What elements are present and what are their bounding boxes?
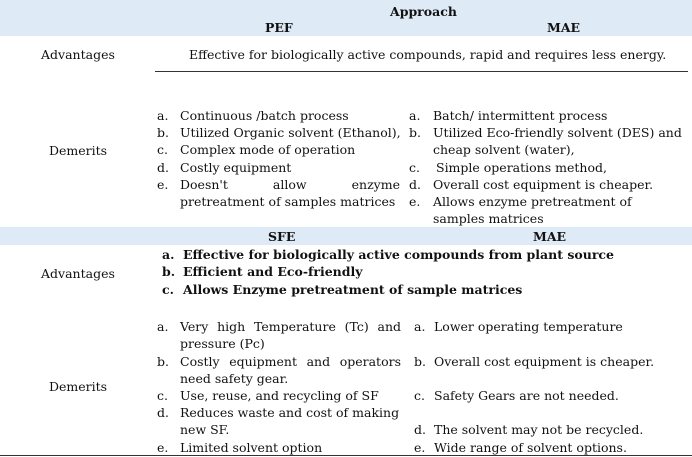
sfe-heading: SFE <box>268 229 296 244</box>
advantages-label-1: Advantages <box>41 47 115 62</box>
pef-heading: PEF <box>265 20 293 35</box>
bottom-rule <box>0 455 692 456</box>
mae-heading-1: MAE <box>547 20 581 35</box>
advantages-text-1: Effective for biologically active compounds, rapid and requires less energy. <box>189 47 667 62</box>
approach-heading: Approach <box>390 4 457 19</box>
demerits-label-2: Demerits <box>49 379 108 394</box>
advantages-label-2: Advantages <box>41 266 115 281</box>
demerits-label-1: Demerits <box>49 143 108 158</box>
advantages-rule-1 <box>155 71 688 72</box>
mae-heading-2: MAE <box>533 229 567 244</box>
header-band-1 <box>0 0 692 36</box>
header-band-2 <box>0 227 692 245</box>
